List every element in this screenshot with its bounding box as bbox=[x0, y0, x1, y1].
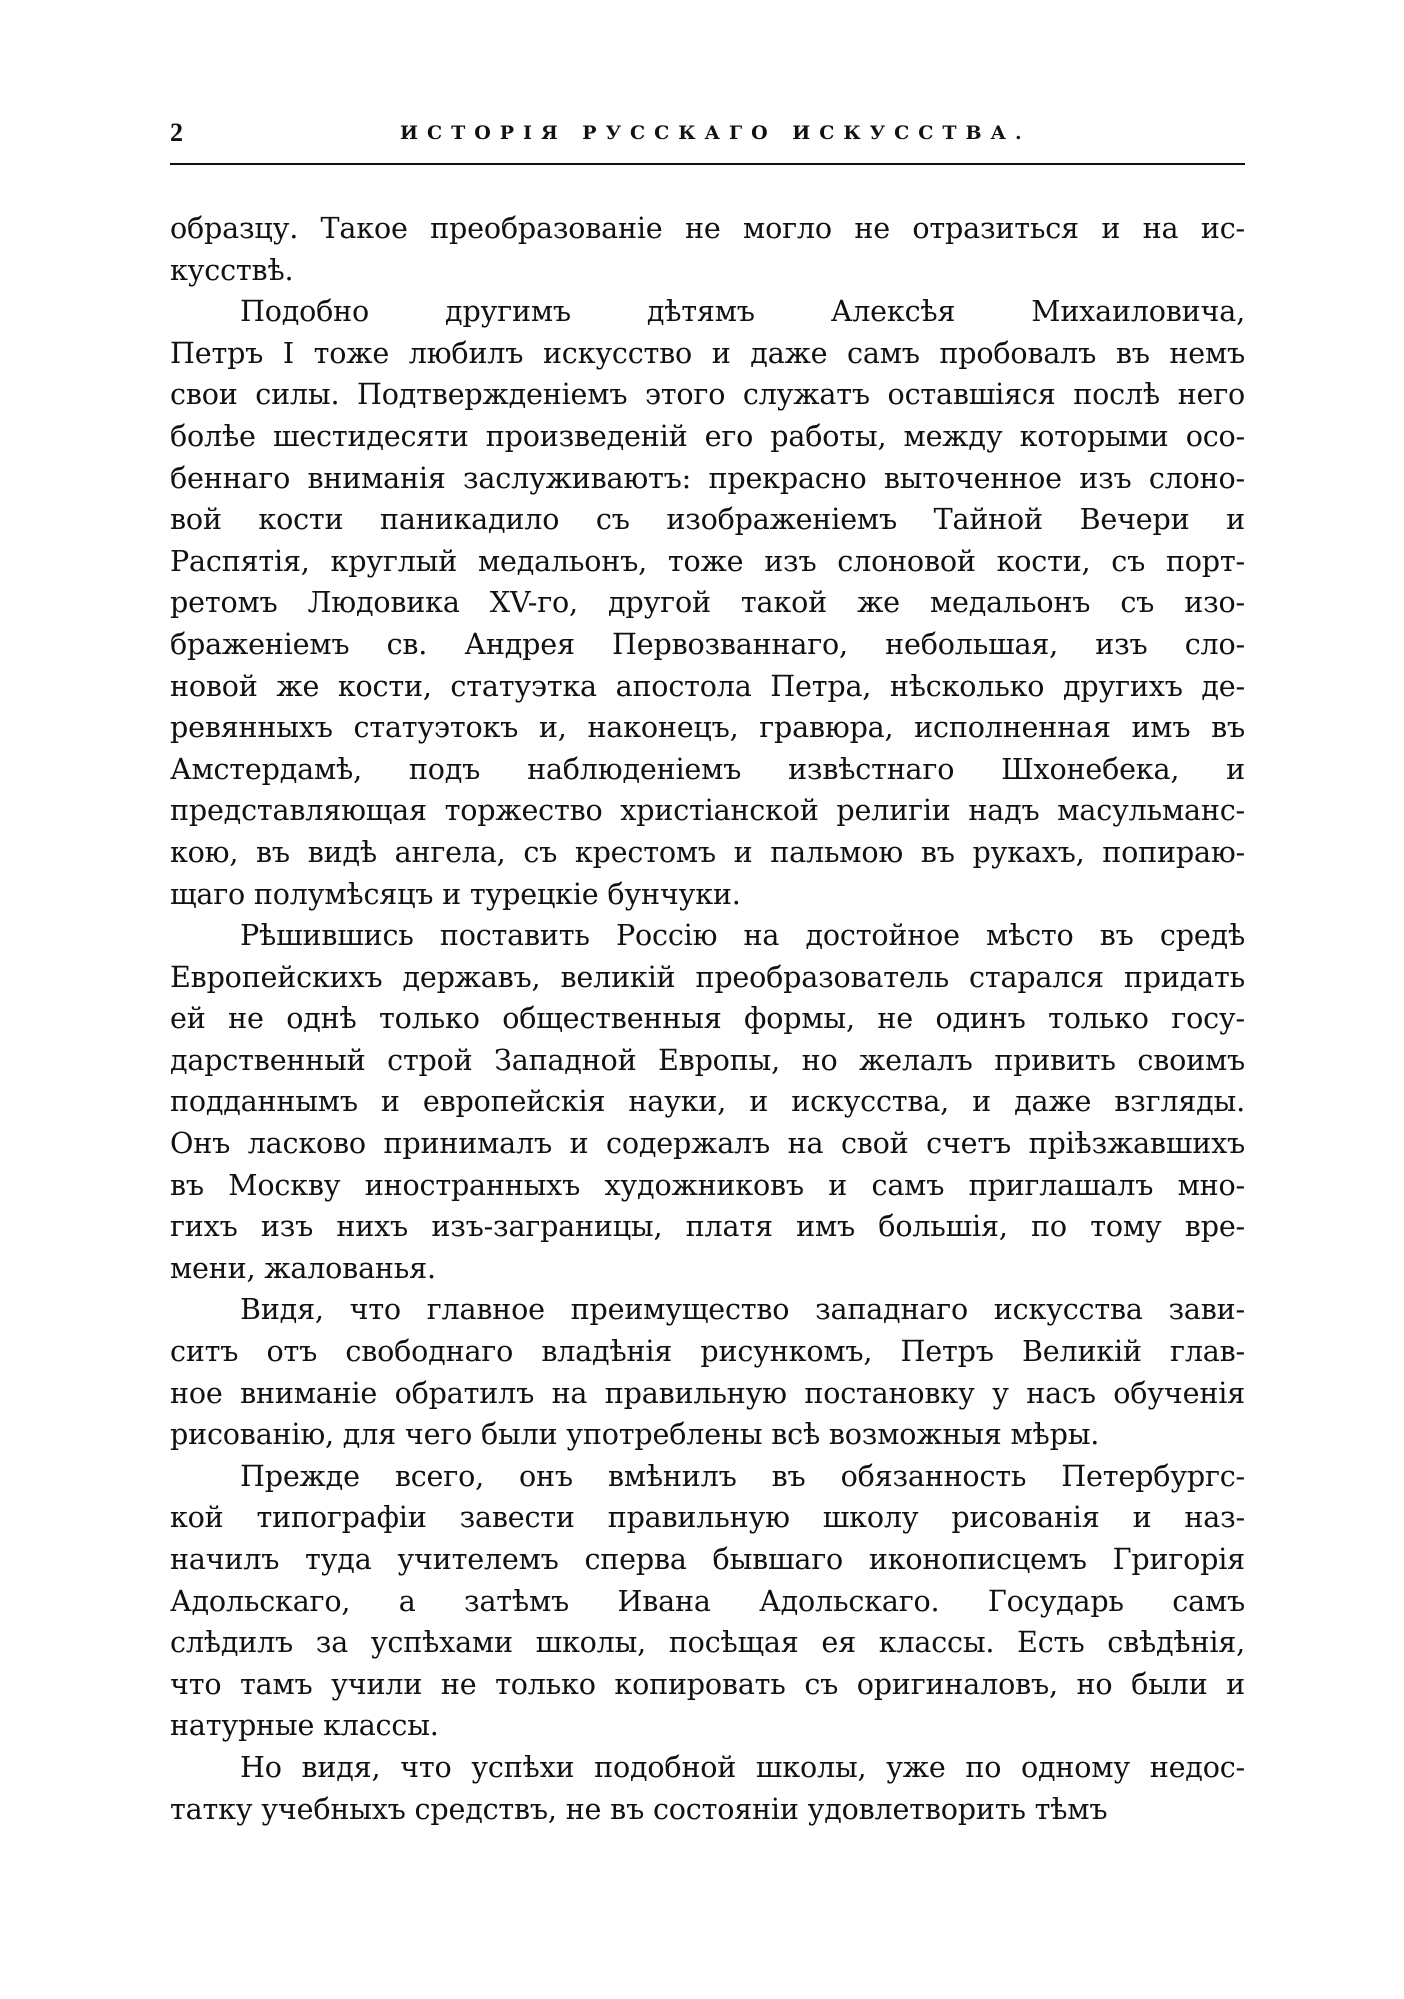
text-line: Адольскаго, а затѣмъ Ивана Адольскаго. Государь самъ bbox=[170, 1583, 1245, 1618]
page-number: 2 bbox=[170, 118, 183, 147]
running-title: ИСТОРІЯ РУССКАГО ИСКУССТВА. bbox=[400, 122, 1031, 144]
text-line: натурные классы. bbox=[170, 1708, 439, 1743]
text-line: образцу. Такое преобразованіе не могло не отразиться и на ис- bbox=[170, 211, 1245, 245]
text-line: ное вниманіе обратилъ на правильную постановку у насъ обученія bbox=[170, 1375, 1245, 1410]
text-line: Видя, что главное преимущество западнаго искусства зави- bbox=[240, 1292, 1245, 1327]
text-line: Петръ I тоже любилъ искусство и даже самъ пробовалъ въ немъ bbox=[170, 335, 1245, 370]
text-line: новой же кости, статуэтка апостола Петра, нѣсколько другихъ де- bbox=[170, 668, 1245, 703]
text-line: ревянныхъ статуэтокъ и, наконецъ, гравюра, исполненная имъ въ bbox=[170, 710, 1245, 745]
text-line: беннаго вниманія заслуживаютъ: прекрасно выточенное изъ слоно- bbox=[170, 460, 1245, 495]
paragraph bbox=[170, 1747, 1245, 1830]
page-header bbox=[170, 118, 1245, 158]
text-line: слѣдилъ за успѣхами школы, посѣщая ея классы. Есть свѣдѣнія, bbox=[170, 1625, 1245, 1660]
paragraph bbox=[170, 1456, 1245, 1747]
text-line: ситъ отъ свободнаго владѣнія рисункомъ, Петръ Великій глав- bbox=[170, 1334, 1245, 1369]
text-line: подданнымъ и европейскія науки, и искусства, и даже взгляды. bbox=[170, 1084, 1245, 1119]
text-line: Рѣшившись поставить Россію на достойное мѣсто въ средѣ bbox=[240, 918, 1245, 953]
text-line: Но видя, что успѣхи подобной школы, уже по одному недос- bbox=[240, 1749, 1245, 1784]
paragraph bbox=[170, 1289, 1245, 1455]
paragraph bbox=[170, 208, 1245, 291]
text-line: мени, жалованья. bbox=[170, 1250, 436, 1285]
paragraph bbox=[170, 915, 1245, 1289]
text-line: ей не однѣ только общественныя формы, не одинъ только госу- bbox=[170, 1001, 1245, 1036]
header-rule bbox=[170, 163, 1245, 165]
text-line: Европейскихъ державъ, великій преобразователь старался придать bbox=[170, 959, 1245, 994]
text-line: Подобно другимъ дѣтямъ Алексѣя Михаиловича, bbox=[240, 294, 1245, 329]
text-line: Распятія, круглый медальонъ, тоже изъ слоновой кости, съ порт- bbox=[170, 543, 1245, 578]
text-line: браженіемъ св. Андрея Первозваннаго, небольшая, изъ сло- bbox=[170, 626, 1245, 661]
text-line: въ Москву иностранныхъ художниковъ и самъ приглашалъ мно- bbox=[170, 1167, 1245, 1202]
paragraph bbox=[170, 291, 1245, 915]
text-line: представляющая торжество христіанской религіи надъ масульманс- bbox=[170, 793, 1245, 828]
text-line: болѣе шестидесяти произведеній его работы, между которыми осо- bbox=[170, 418, 1245, 453]
text-line: гихъ изъ нихъ изъ-заграницы, платя имъ большія, по тому вре- bbox=[170, 1209, 1245, 1244]
text-line: кой типографіи завести правильную школу рисованія и наз- bbox=[170, 1500, 1245, 1535]
text-line: свои силы. Подтвержденіемъ этого служатъ оставшіяся послѣ него bbox=[170, 377, 1245, 412]
text-line: вой кости паникадило съ изображеніемъ Тайной Вечери и bbox=[170, 502, 1245, 537]
text-line: кусствѣ. bbox=[170, 252, 294, 287]
text-line: кою, въ видѣ ангела, съ крестомъ и пальмою въ рукахъ, попираю- bbox=[170, 834, 1245, 869]
text-line: татку учебныхъ средствъ, не въ состояніи удовлетворить тѣмъ bbox=[170, 1791, 1108, 1826]
text-line: Амстердамѣ, подъ наблюденіемъ извѣстнаго Шхонебека, и bbox=[170, 751, 1245, 786]
text-line: начилъ туда учителемъ сперва бывшаго иконописцемъ Григорія bbox=[170, 1542, 1245, 1576]
text-line: Прежде всего, онъ вмѣнилъ въ обязанность Петербургс- bbox=[240, 1458, 1245, 1493]
text-line: что тамъ учили не только копировать съ оригиналовъ, но были и bbox=[170, 1666, 1245, 1701]
body-text bbox=[170, 208, 1245, 1830]
text-line: Онъ ласково принималъ и содержалъ на свой счетъ пріѣзжавшихъ bbox=[170, 1126, 1245, 1161]
text-line: дарственный строй Западной Европы, но желалъ привить своимъ bbox=[170, 1042, 1245, 1077]
text-line: щаго полумѣсяцъ и турецкіе бунчуки. bbox=[170, 876, 741, 911]
text-line: рисованію, для чего были употреблены всѣ возможныя мѣры. bbox=[170, 1417, 1100, 1452]
text-line: ретомъ Людовика XV-го, другой такой же медальонъ съ изо- bbox=[170, 585, 1245, 620]
